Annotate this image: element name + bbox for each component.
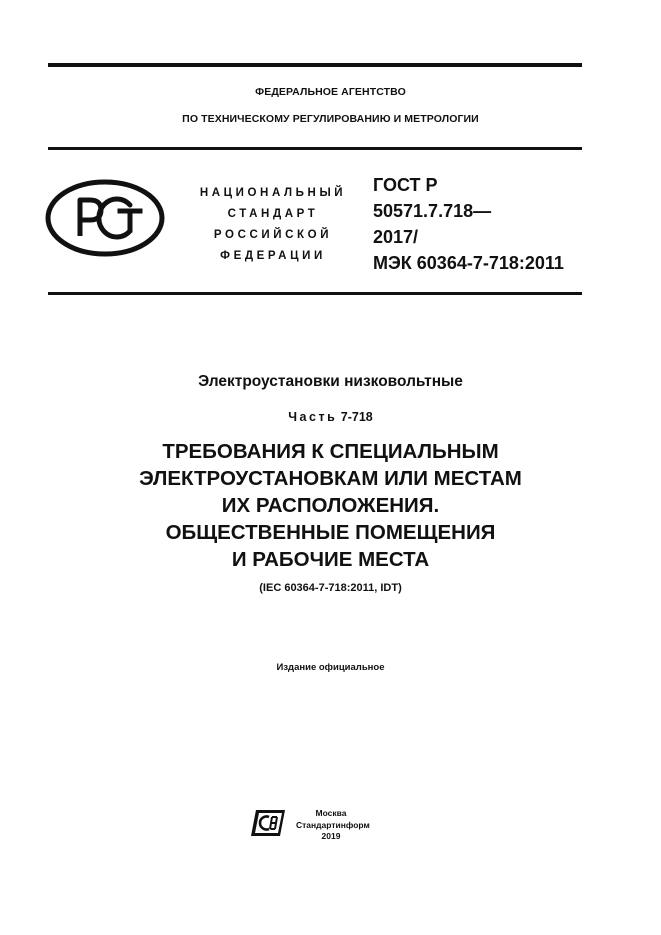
designation-rule: [48, 292, 582, 295]
standard-kind: [178, 183, 368, 267]
title-line: ТРЕБОВАНИЯ К СПЕЦИАЛЬНЫМ: [162, 440, 499, 463]
title-line: ИХ РАСПОЛОЖЕНИЯ.: [221, 494, 440, 517]
series-title: Электроустановки низковольтные: [198, 373, 463, 390]
publication-year: 2019: [321, 831, 341, 841]
agency-name-line2: ПО ТЕХНИЧЕСКОМУ РЕГУЛИРОВАНИЮ И МЕТРОЛОГИИ: [182, 113, 479, 125]
standard-designation: [373, 172, 564, 276]
iec-reference: (IEC 60364-7-718:2011, IDT): [259, 582, 402, 594]
part-number: 7-718: [340, 410, 373, 424]
part-label: [0, 410, 661, 424]
edition-note: Издание официальное: [276, 662, 385, 673]
standartinform-logo-icon: [248, 808, 288, 838]
part-word: Часть: [288, 410, 338, 424]
standard-kind-line3: РОССИЙСКОЙ: [213, 229, 333, 241]
publisher-info: [296, 808, 370, 843]
designation-line3: 2017/: [373, 227, 419, 247]
standard-kind-line1: НАЦИОНАЛЬНЫЙ: [199, 187, 347, 199]
document-title: [0, 438, 661, 573]
publisher-city: Москва: [315, 808, 347, 818]
title-line: И РАБОЧИЕ МЕСТА: [231, 548, 430, 571]
standard-kind-line2: СТАНДАРТ: [227, 208, 319, 220]
title-line: ЭЛЕКТРОУСТАНОВКАМ ИЛИ МЕСТАМ: [139, 467, 522, 490]
rst-certification-mark-icon: [44, 178, 166, 258]
designation-line4: МЭК 60364-7-718:2011: [373, 253, 564, 273]
header-rule: [48, 147, 582, 150]
agency-name-line1: ФЕДЕРАЛЬНОЕ АГЕНТСТВО: [255, 86, 406, 98]
top-rule: [48, 63, 582, 67]
designation-line1: ГОСТ Р: [373, 175, 438, 195]
designation-line2: 50571.7.718—: [373, 201, 492, 221]
standard-kind-line4: ФЕДЕРАЦИИ: [220, 250, 326, 262]
publisher-name: Стандартинформ: [296, 819, 370, 830]
title-line: ОБЩЕСТВЕННЫЕ ПОМЕЩЕНИЯ: [165, 521, 496, 544]
